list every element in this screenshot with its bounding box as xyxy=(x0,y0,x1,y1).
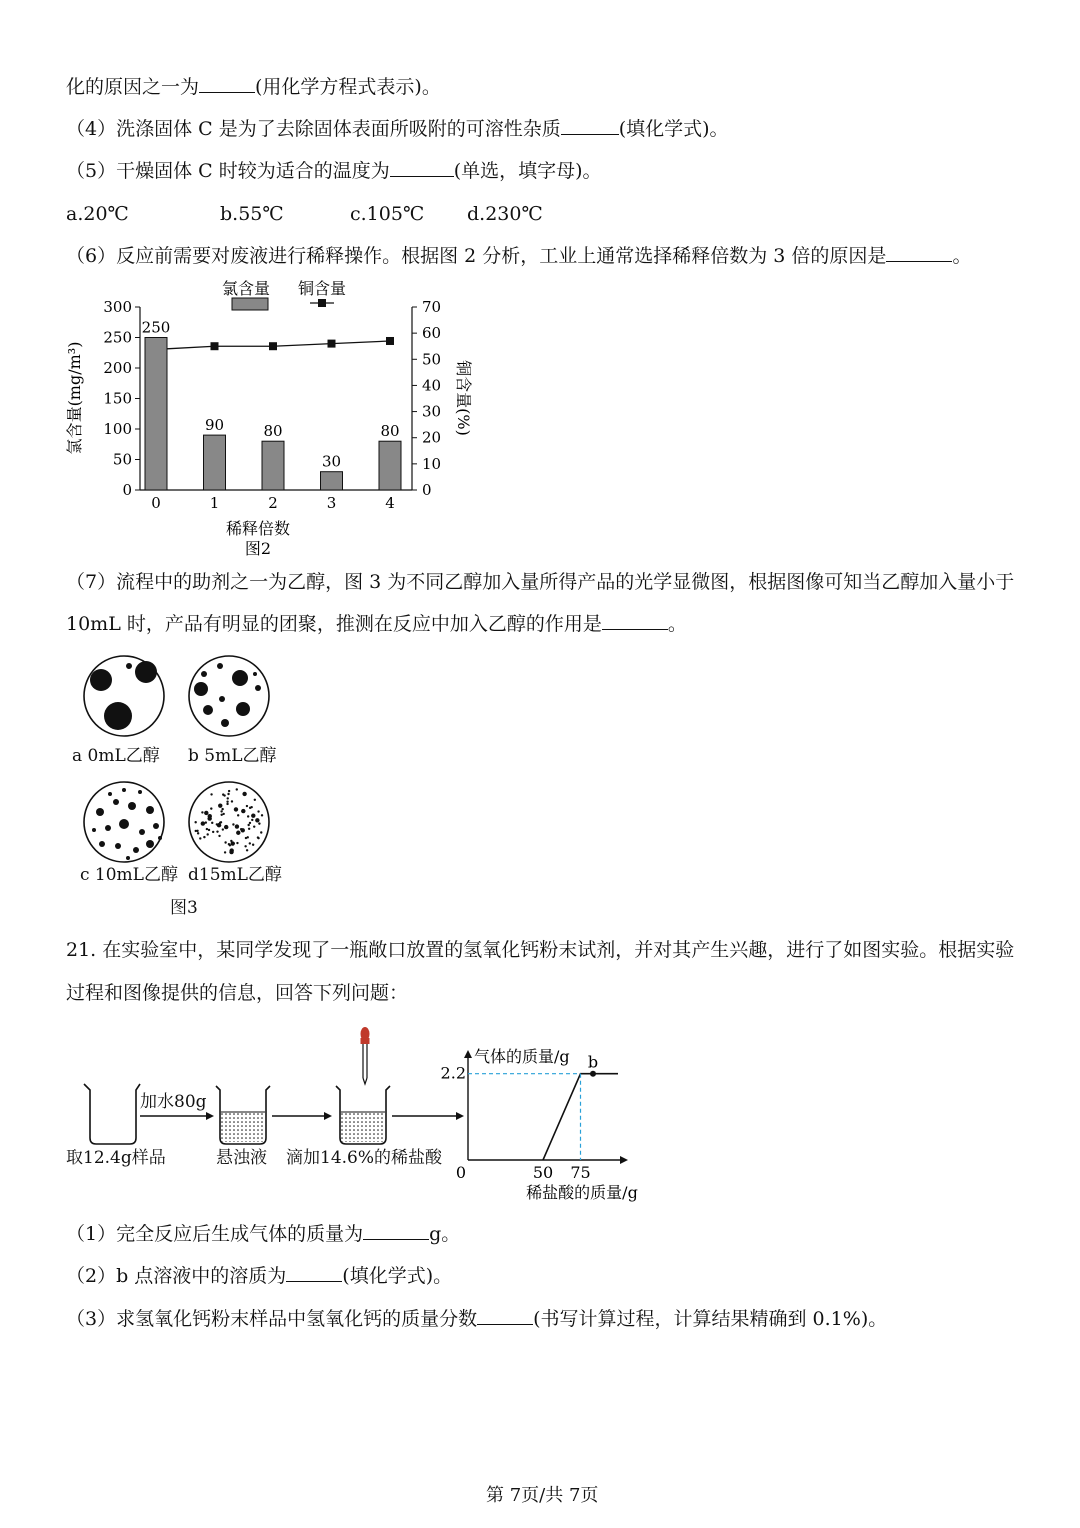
bar-value-label: 90 xyxy=(204,416,225,435)
x-axis-title: 稀释倍数 xyxy=(225,519,291,538)
copper-point xyxy=(211,342,219,350)
right-y-tick-label: 10 xyxy=(422,454,442,473)
copper-point xyxy=(386,337,394,345)
left-y-tick-label: 250 xyxy=(103,328,132,347)
right-y-tick-label: 60 xyxy=(422,324,442,343)
add-acid-label: 滴加14.6%的稀盐酸 xyxy=(286,1148,443,1168)
figure-2-chart xyxy=(60,276,480,566)
micrograph-a xyxy=(84,656,164,736)
bar-chlorine xyxy=(321,472,343,490)
q5-option-c: c.105℃ xyxy=(350,203,425,225)
answer-blank[interactable] xyxy=(477,1306,533,1325)
add-water-label: 加水80g xyxy=(140,1092,207,1112)
micrograph-d-caption: d15mL乙醇 xyxy=(188,865,282,885)
question-21-3: （3）求氢氧化钙粉末样品中氢氧化钙的质量分数 (书写计算过程，计算结果精确到 0.1%)。 xyxy=(66,1308,888,1330)
bar-chlorine xyxy=(145,338,167,491)
x-tick-label: 1 xyxy=(209,494,220,512)
question-21-1: （1）完全反应后生成气体的质量为 g。 xyxy=(66,1223,461,1245)
answer-blank[interactable] xyxy=(886,243,952,262)
gas-mass-graph xyxy=(441,1047,638,1202)
left-y-tick-label: 50 xyxy=(112,450,132,469)
experiment-diagram xyxy=(60,1020,660,1210)
answer-blank[interactable] xyxy=(561,116,619,135)
figure-3-caption: 图3 xyxy=(170,898,198,918)
right-y-tick-label: 20 xyxy=(422,428,442,447)
copper-point xyxy=(328,340,336,348)
q5-option-a: a.20℃ xyxy=(66,203,129,225)
left-y-axis-title: 氯含量(mg/m³) xyxy=(65,341,84,455)
bar-chlorine xyxy=(262,441,284,490)
point-b-label: b xyxy=(587,1052,599,1072)
right-y-axis-title: 铜含量(%) xyxy=(454,360,473,436)
answer-blank[interactable] xyxy=(602,611,668,630)
empty-beaker xyxy=(84,1084,140,1144)
gas-graph-origin: 0 xyxy=(455,1163,466,1182)
bar-value-label: 80 xyxy=(380,422,400,441)
bar-value-label: 250 xyxy=(141,318,171,337)
left-y-tick-label: 200 xyxy=(103,359,132,377)
micrograph-d xyxy=(189,782,269,862)
right-y-tick-label: 50 xyxy=(422,350,442,369)
page-footer: 第 7页/共 7页 xyxy=(486,1485,599,1506)
dropper xyxy=(361,1027,370,1084)
legend-label-chlorine: 氯含量 xyxy=(221,279,271,298)
micrograph-b xyxy=(189,656,269,736)
gas-graph-y-value: 2.2 xyxy=(440,1063,466,1083)
question-21-line-2: 过程和图像提供的信息，回答下列问题： xyxy=(66,982,409,1004)
answer-blank[interactable] xyxy=(363,1221,429,1240)
left-y-tick-label: 0 xyxy=(122,481,132,499)
left-y-tick-label: 300 xyxy=(103,298,132,316)
micrograph-a-caption: a 0mL乙醇 xyxy=(72,746,160,766)
x-tick-label: 2 xyxy=(268,494,278,512)
right-y-tick-label: 70 xyxy=(422,298,442,316)
line-continuation: 化的原因之一为 (用化学方程式表示)。 xyxy=(66,76,441,98)
bar-value-label: 80 xyxy=(263,422,283,441)
sample-label: 取12.4g样品 xyxy=(66,1148,166,1168)
answer-blank[interactable] xyxy=(390,158,454,177)
answer-blank[interactable] xyxy=(199,74,255,93)
bar-value-label: 30 xyxy=(321,452,342,471)
x-tick-label: 0 xyxy=(151,494,161,512)
micrograph-c xyxy=(84,782,164,862)
question-5: （5）干燥固体 C 时较为适合的温度为 (单选，填字母)。 xyxy=(66,160,602,182)
legend-swatch-chlorine xyxy=(232,298,268,310)
left-y-tick-label: 150 xyxy=(103,389,132,408)
suspension-label: 悬浊液 xyxy=(216,1148,267,1168)
right-y-tick-label: 0 xyxy=(422,481,432,499)
legend-label-copper: 铜含量 xyxy=(297,279,347,298)
gas-graph-y-label: 气体的质量/g xyxy=(474,1047,570,1066)
micrograph-c-caption: c 10mL乙醇 xyxy=(80,865,178,885)
question-7-line-1: （7）流程中的助剂之一为乙醇，图 3 为不同乙醇加入量所得产品的光学显微图，根据图像可知当乙醇加入量小于 xyxy=(66,571,1015,593)
question-6: （6）反应前需要对废液进行稀释操作。根据图 2 分析，工业上通常选择稀释倍数为 3 倍的原因是 。 xyxy=(66,245,972,267)
x-tick-label: 3 xyxy=(326,494,337,512)
gas-graph-x-tick: 50 xyxy=(532,1163,554,1182)
bar-chlorine xyxy=(379,441,401,490)
micrograph-b-caption: b 5mL乙醇 xyxy=(188,746,277,766)
bar-chlorine xyxy=(204,435,226,490)
left-y-tick-label: 100 xyxy=(103,420,132,438)
question-4: （4）洗涤固体 C 是为了去除固体表面所吸附的可溶性杂质 (填化学式)。 xyxy=(66,118,729,140)
gas-graph-x-tick: 75 xyxy=(570,1163,591,1182)
question-21-line-1: 21. 在实验室中，某同学发现了一瓶敞口放置的氢氧化钙粉末试剂，并对其产生兴趣，进行了如图实验。根据实验 xyxy=(66,939,1015,961)
copper-point xyxy=(269,342,277,350)
right-y-tick-label: 40 xyxy=(422,376,442,395)
figure-2-caption: 图2 xyxy=(244,539,272,558)
x-tick-label: 4 xyxy=(385,494,395,512)
legend-marker-copper xyxy=(318,299,326,307)
gas-graph-x-label: 稀盐酸的质量/g xyxy=(526,1183,638,1202)
copper-line xyxy=(167,341,390,349)
q5-option-b: b.55℃ xyxy=(220,203,284,225)
right-y-tick-label: 30 xyxy=(422,402,442,421)
suspension-liquid xyxy=(221,1112,265,1142)
q5-option-d: d.230℃ xyxy=(467,203,543,225)
question-21-2: （2）b 点溶液中的溶质为 (填化学式)。 xyxy=(66,1265,453,1287)
answer-blank[interactable] xyxy=(286,1263,342,1282)
question-7-line-2: 10mL 时，产品有明显的团聚，推测在反应中加入乙醇的作用是 。 xyxy=(66,613,687,635)
